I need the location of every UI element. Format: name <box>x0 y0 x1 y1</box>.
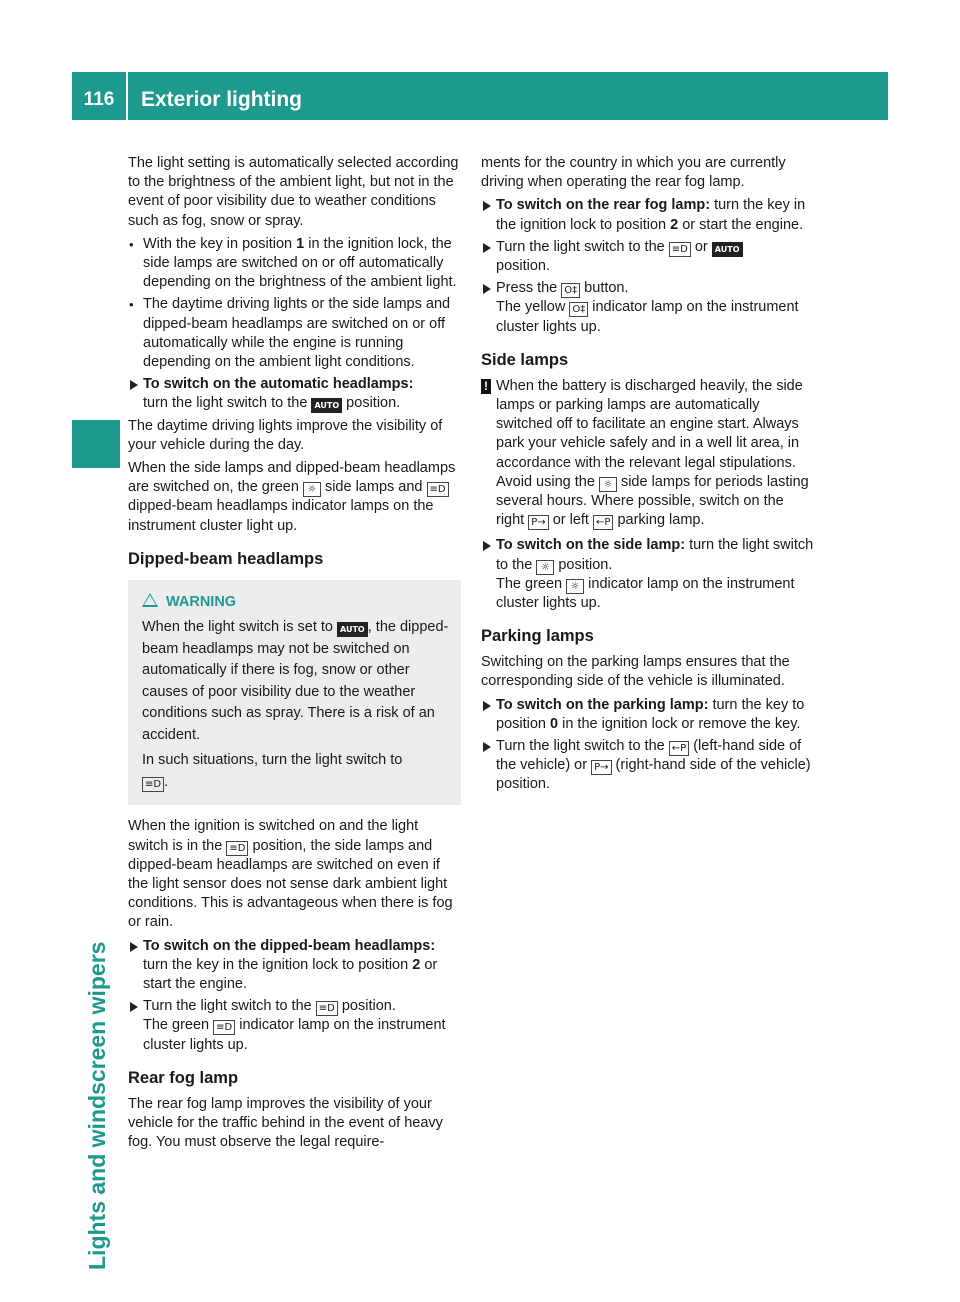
instruction-step: Turn the light switch to the ≡D or AUTO position. <box>481 238 814 276</box>
dipped-beam-icon: ≡D <box>427 482 449 497</box>
chapter-side-title: Lights and windscreen wipers <box>84 941 110 1270</box>
dipped-beam-icon: ≡D <box>669 242 691 257</box>
dipped-beam-icon: ≡D <box>142 777 164 792</box>
warning-box <box>128 580 461 806</box>
page-title: Exterior lighting <box>141 88 303 111</box>
left-parking-lamp-icon: ←P <box>593 515 613 530</box>
side-lamp-icon: ☼ <box>599 477 617 492</box>
side-lamp-icon: ☼ <box>536 560 554 575</box>
paragraph: ments for the country in which you are currently driving when operating the rear fog lamp. <box>481 155 786 191</box>
page-number: 116 <box>83 89 115 110</box>
list-item: • With the key in position 1 in the ignition lock, the side lamps are switched on or off automatically depending on the brightness of the ambient light. <box>128 235 461 293</box>
instruction-step: To switch on the dipped-beam headlamps: turn the key in the ignition lock to position 2 or start the engine. <box>128 937 461 995</box>
instruction-step: To switch on the automatic headlamps: turn the light switch to the AUTO position. <box>128 375 461 413</box>
dipped-beam-icon: ≡D <box>226 841 248 856</box>
side-lamp-icon: ☼ <box>566 579 584 594</box>
auto-light-icon: AUTO <box>311 398 342 413</box>
exclamation-icon: ! <box>481 379 491 394</box>
instruction-step: To switch on the parking lamp: turn the key to position 0 in the ignition lock or remove the key. <box>481 696 814 734</box>
paragraph: When the side lamps and dipped-beam headlamps are switched on, the green ☼ side lamps and ≡D dipped-beam headlamps indicator lamps on the instrument cluster light up. <box>128 460 456 534</box>
section-heading: Dipped-beam headlamps <box>128 549 324 568</box>
warning-title: WARNING <box>142 592 451 614</box>
right-parking-lamp-icon: P→ <box>528 515 548 530</box>
dipped-beam-icon: ≡D <box>213 1020 235 1035</box>
section-heading: Rear fog lamp <box>128 1068 239 1087</box>
side-lamp-icon: ☼ <box>303 482 321 497</box>
left-column <box>128 154 461 1156</box>
auto-light-icon: AUTO <box>337 622 368 637</box>
paragraph: Switching on the parking lamps ensures that the corresponding side of the vehicle is illuminated. <box>481 654 790 690</box>
rear-fog-lamp-icon: O‡ <box>561 283 580 298</box>
dipped-beam-icon: ≡D <box>316 1001 338 1016</box>
left-parking-lamp-icon: ←P <box>669 741 689 756</box>
rear-fog-lamp-icon: O‡ <box>569 302 588 317</box>
list-item: • The daytime driving lights or the side lamps and dipped-beam headlamps are switched on or off automatically while the engine is running depending on the ambient light conditions. <box>128 295 461 372</box>
section-heading: Parking lamps <box>481 627 594 646</box>
right-column <box>481 154 814 798</box>
instruction-step: Turn the light switch to the ≡D position. The green ≡D indicator lamp on the instrument cluster lights up. <box>128 997 461 1055</box>
instruction-step: Turn the light switch to the ←P (left-hand side of the vehicle) or P→ (right-hand side of the vehicle) position. <box>481 737 814 795</box>
instruction-step: Press the O‡ button. The yellow O‡ indicator lamp on the instrument cluster lights up. <box>481 279 814 337</box>
right-parking-lamp-icon: P→ <box>591 760 611 775</box>
warning-text: In such situations, turn the light switch to ≡D . <box>142 752 403 790</box>
paragraph: When the ignition is switched on and the light switch is in the ≡D position, the side lamps and dipped-beam headlamps are switched on even if the light sensor does not sense dark ambient light conditions. This is advantageous when there is fog or rain. <box>128 818 453 931</box>
warning-text: When the light switch is set to AUTO , the dipped-beam headlamps may not be switched on automatically if there is fog, snow or other causes of poor visibility due to the weather conditions such as spray. There is a risk of an accident. <box>142 619 449 743</box>
instruction-step: To switch on the side lamp: turn the light switch to the ☼ position. The green ☼ indicator lamp on the instrument cluster lights up. <box>481 536 814 613</box>
header-divider <box>126 72 128 120</box>
section-heading: Side lamps <box>481 350 569 369</box>
side-tab-marker <box>72 420 120 468</box>
paragraph: The rear fog lamp improves the visibility of your vehicle for the traffic behind in the event of heavy fog. You must observe the legal require- <box>128 1095 443 1151</box>
auto-light-icon: AUTO <box>712 242 743 257</box>
instruction-step: To switch on the rear fog lamp: turn the key in the ignition lock to position 2 or start the engine. <box>481 196 814 234</box>
paragraph: The daytime driving lights improve the visibility of your vehicle during the day. <box>128 417 443 453</box>
note-block: ! When the battery is discharged heavily, the side lamps or parking lamps are automatically switched off to facilitate an engine start. Always park your vehicle safely and in a well lit area, in accordance with the relevant legal stipulations. Avoid using the ☼ side lamps for periods lasting several hours. Where possible, switch on the right P→ or left ←P parking lamp. <box>481 377 814 531</box>
intro-paragraph: The light setting is automatically selected according to the brightness of the ambient light, but not in the event of poor visibility due to weather conditions such as fog, snow or spray. <box>128 155 459 229</box>
warning-icon <box>142 593 158 607</box>
